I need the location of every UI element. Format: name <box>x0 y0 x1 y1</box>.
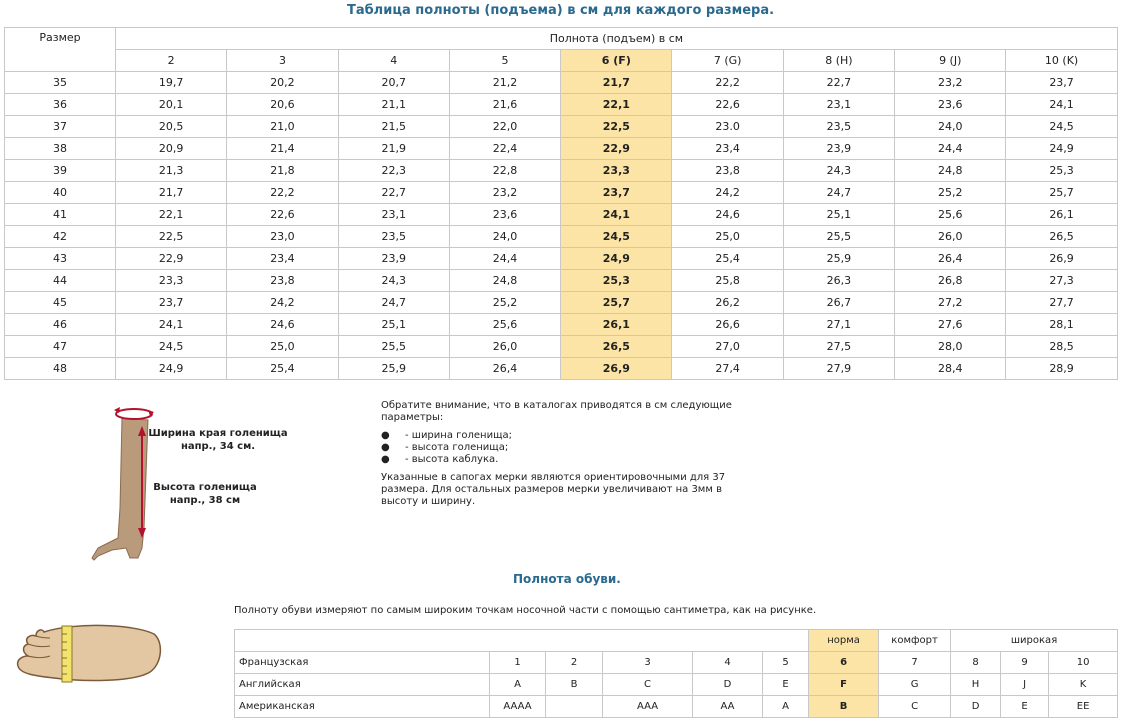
table-cell: 28,9 <box>1006 358 1117 380</box>
shoe-width-table <box>234 629 1118 718</box>
table-row <box>5 226 1118 248</box>
width-columns-header: Полнота (подъем) в см <box>116 28 1118 50</box>
table-cell: 24,0 <box>449 226 560 248</box>
table-row <box>5 358 1118 380</box>
table-cell: 24,5 <box>1006 116 1117 138</box>
table-cell: 21,0 <box>227 116 338 138</box>
table-row <box>5 160 1118 182</box>
table-cell: 22,7 <box>338 182 449 204</box>
table-cell: 23,1 <box>338 204 449 226</box>
table-cell: 25,0 <box>672 226 783 248</box>
table-row <box>5 314 1118 336</box>
table-cell: 23,4 <box>672 138 783 160</box>
row-size-cell: 40 <box>5 182 116 204</box>
table-cell: A <box>490 674 546 696</box>
table-cell: 26,4 <box>895 248 1006 270</box>
table-cell: C <box>603 674 693 696</box>
table-cell: 22,2 <box>672 72 783 94</box>
table-cell: 25,7 <box>1006 182 1117 204</box>
table-cell: 25,5 <box>783 226 894 248</box>
table-cell: 25,4 <box>227 358 338 380</box>
table-cell: 27,6 <box>895 314 1006 336</box>
table-cell: G <box>879 674 951 696</box>
table-cell: 19,7 <box>116 72 227 94</box>
table-cell: 25,2 <box>449 292 560 314</box>
row-size-cell: 45 <box>5 292 116 314</box>
table-cell: 24,0 <box>895 116 1006 138</box>
row-size-cell: 41 <box>5 204 116 226</box>
table-cell: 23,3 <box>561 160 672 182</box>
table-cell: 22,1 <box>561 94 672 116</box>
table-cell: 5 <box>763 652 809 674</box>
table-cell: 23,4 <box>227 248 338 270</box>
row-size-cell: 42 <box>5 226 116 248</box>
table-cell: 24,9 <box>1006 138 1117 160</box>
table-cell: 25,1 <box>783 204 894 226</box>
table-cell: 23,3 <box>116 270 227 292</box>
list-item: ● - высота каблука. <box>381 454 499 465</box>
table-cell: 27,3 <box>1006 270 1117 292</box>
table-cell: 24,3 <box>338 270 449 292</box>
table-cell: 25,2 <box>895 182 1006 204</box>
table-cell: E <box>1001 696 1049 718</box>
table-row <box>5 182 1118 204</box>
table-cell: A <box>763 696 809 718</box>
table-cell: 24,1 <box>116 314 227 336</box>
table-cell: 28,5 <box>1006 336 1117 358</box>
row-size-cell: 47 <box>5 336 116 358</box>
table-row <box>5 72 1118 94</box>
table-cell: AAAA <box>490 696 546 718</box>
table-cell: 20,6 <box>227 94 338 116</box>
table-cell: 24,2 <box>227 292 338 314</box>
table-cell: B <box>809 696 879 718</box>
column-header: 5 <box>449 50 560 72</box>
table-cell: 24,1 <box>561 204 672 226</box>
table-cell: 23,2 <box>895 72 1006 94</box>
table-cell: 26,1 <box>1006 204 1117 226</box>
table-cell: 7 <box>879 652 951 674</box>
column-header: 7 (G) <box>672 50 783 72</box>
table-cell: 25,6 <box>895 204 1006 226</box>
shaft-height-label: Высота голенища напр., 38 см <box>153 482 257 506</box>
page-title: Таблица полноты (подъема) в см для каждого размера. <box>346 3 775 18</box>
table-cell: 24,2 <box>672 182 783 204</box>
table-cell: 28,0 <box>895 336 1006 358</box>
table-cell: 22,3 <box>338 160 449 182</box>
table-cell: 27,9 <box>783 358 894 380</box>
table-cell: 24,7 <box>783 182 894 204</box>
table-cell: 27,5 <box>783 336 894 358</box>
table-cell: 26,1 <box>561 314 672 336</box>
table-cell: 27,2 <box>895 292 1006 314</box>
table-cell: 20,9 <box>116 138 227 160</box>
header-wide: широкая <box>951 630 1118 652</box>
table-cell: 27,0 <box>672 336 783 358</box>
row-size-cell: 44 <box>5 270 116 292</box>
column-header: 10 (K) <box>1006 50 1117 72</box>
table-cell: 20,1 <box>116 94 227 116</box>
table-cell: 20,2 <box>227 72 338 94</box>
section-description: Полноту обуви измеряют по самым широким точкам носочной части с помощью сантиметра, как на рисунке. <box>234 605 817 616</box>
table-cell: 23,1 <box>783 94 894 116</box>
table-cell: C <box>879 696 951 718</box>
row-size-cell: 36 <box>5 94 116 116</box>
table-cell: 26,7 <box>783 292 894 314</box>
table-cell: 24,4 <box>895 138 1006 160</box>
table-cell: 25,1 <box>338 314 449 336</box>
table-cell: 6 <box>809 652 879 674</box>
table-row <box>5 248 1118 270</box>
table-cell: D <box>951 696 1001 718</box>
table-cell: 27,7 <box>1006 292 1117 314</box>
table-cell: 24,8 <box>895 160 1006 182</box>
list-item: ● - высота голенища; <box>381 442 509 453</box>
table-cell: 26,9 <box>1006 248 1117 270</box>
column-header: 4 <box>338 50 449 72</box>
table-cell: 24,9 <box>116 358 227 380</box>
table-cell <box>546 696 603 718</box>
notes-footer: Указанные в сапогах мерки являются ориентировочными для 37 размера. Для остальных размеров мерки увеличивают на 3мм в высоту и ширину. <box>381 472 726 507</box>
table-cell: 26,0 <box>895 226 1006 248</box>
row-size-cell: 48 <box>5 358 116 380</box>
table-cell: 25,9 <box>783 248 894 270</box>
table-row <box>5 94 1118 116</box>
table-cell: 25,9 <box>338 358 449 380</box>
header-comfort: комфорт <box>879 630 951 652</box>
table-cell: 1 <box>490 652 546 674</box>
table-cell: 23,7 <box>561 182 672 204</box>
header-norm: норма <box>809 630 879 652</box>
column-header: 8 (H) <box>783 50 894 72</box>
table-cell: E <box>763 674 809 696</box>
foot-illustration <box>14 620 164 690</box>
table-cell: 22,4 <box>449 138 560 160</box>
width-size-table <box>4 27 1118 380</box>
table-cell: K <box>1049 674 1118 696</box>
table-cell: 24,6 <box>227 314 338 336</box>
column-header: 9 (J) <box>895 50 1006 72</box>
table-cell: 2 <box>546 652 603 674</box>
table-row <box>5 336 1118 358</box>
table-cell: 25,8 <box>672 270 783 292</box>
table-cell: 22,0 <box>449 116 560 138</box>
table-cell: 23,5 <box>338 226 449 248</box>
table-cell: 24,6 <box>672 204 783 226</box>
table-cell: 24,5 <box>116 336 227 358</box>
table-cell: 22,5 <box>561 116 672 138</box>
row-size-cell: 39 <box>5 160 116 182</box>
table-cell: 21,7 <box>116 182 227 204</box>
table-row <box>235 652 1118 674</box>
table-cell: 22,1 <box>116 204 227 226</box>
table-cell: 26,5 <box>561 336 672 358</box>
table-cell: 26,5 <box>1006 226 1117 248</box>
table-cell: 21,3 <box>116 160 227 182</box>
table-row <box>5 270 1118 292</box>
table-cell: 9 <box>1001 652 1049 674</box>
table-cell: 25,4 <box>672 248 783 270</box>
table-cell: 26,0 <box>449 336 560 358</box>
table-cell: 26,9 <box>561 358 672 380</box>
table-cell: D <box>693 674 763 696</box>
table-cell: 23,9 <box>338 248 449 270</box>
row-size-cell: 35 <box>5 72 116 94</box>
column-header: 2 <box>116 50 227 72</box>
table-cell: 22,9 <box>561 138 672 160</box>
table-cell: 25,3 <box>1006 160 1117 182</box>
table-cell: 23,7 <box>1006 72 1117 94</box>
row-label: Английская <box>235 674 490 696</box>
row-size-cell: 38 <box>5 138 116 160</box>
table-cell: 4 <box>693 652 763 674</box>
table-cell: 23,5 <box>783 116 894 138</box>
table-cell: 23,2 <box>449 182 560 204</box>
table-cell: 25,0 <box>227 336 338 358</box>
table-cell: 25,7 <box>561 292 672 314</box>
row-label: Французская <box>235 652 490 674</box>
row-size-cell: 46 <box>5 314 116 336</box>
table-row <box>5 116 1118 138</box>
table-cell: 23.0 <box>672 116 783 138</box>
table-cell: 23,6 <box>895 94 1006 116</box>
table-cell: 21,7 <box>561 72 672 94</box>
notes-list <box>381 430 741 466</box>
table-cell: 22,6 <box>227 204 338 226</box>
table-cell: 21,8 <box>227 160 338 182</box>
table-cell: 21,9 <box>338 138 449 160</box>
shaft-width-label: Ширина края голенища напр., 34 см. <box>148 428 288 452</box>
table-cell: 20,7 <box>338 72 449 94</box>
table-cell: 23,9 <box>783 138 894 160</box>
row-label: Американская <box>235 696 490 718</box>
table-cell: 26,2 <box>672 292 783 314</box>
table-cell: 26,8 <box>895 270 1006 292</box>
table-cell: 23,7 <box>116 292 227 314</box>
table-cell: 3 <box>603 652 693 674</box>
section-subtitle: Полнота обуви. <box>513 572 621 586</box>
header-blank <box>235 630 809 652</box>
column-header: 6 (F) <box>561 50 672 72</box>
table-cell: 21,2 <box>449 72 560 94</box>
table-cell: 24,8 <box>449 270 560 292</box>
table-cell: 8 <box>951 652 1001 674</box>
list-item: ● - ширина голенища; <box>381 430 512 441</box>
table-cell: 28,1 <box>1006 314 1117 336</box>
table-cell: J <box>1001 674 1049 696</box>
table-cell: 24,4 <box>449 248 560 270</box>
table-cell: 24,9 <box>561 248 672 270</box>
table-cell: 21,1 <box>338 94 449 116</box>
table-cell: 22,7 <box>783 72 894 94</box>
table-cell: 22,2 <box>227 182 338 204</box>
table-cell: 23,8 <box>672 160 783 182</box>
size-column-header: Размер <box>5 28 116 72</box>
table-cell: 24,5 <box>561 226 672 248</box>
table-row <box>235 674 1118 696</box>
table-cell: H <box>951 674 1001 696</box>
table-cell: 25,5 <box>338 336 449 358</box>
table-cell: 21,6 <box>449 94 560 116</box>
table-cell: 20,5 <box>116 116 227 138</box>
table-cell: 22,6 <box>672 94 783 116</box>
table-cell: 28,4 <box>895 358 1006 380</box>
catalog-notes <box>381 400 741 508</box>
table-cell: 22,5 <box>116 226 227 248</box>
table-cell: 26,6 <box>672 314 783 336</box>
table-cell: 23,8 <box>227 270 338 292</box>
table-row <box>5 204 1118 226</box>
table-cell: 27,1 <box>783 314 894 336</box>
table-cell: 21,5 <box>338 116 449 138</box>
table-cell: 21,4 <box>227 138 338 160</box>
notes-intro: Обратите внимание, что в каталогах приводятся в см следующие параметры: <box>381 400 732 423</box>
table-cell: 27,4 <box>672 358 783 380</box>
table-cell: 24,3 <box>783 160 894 182</box>
table-cell: EE <box>1049 696 1118 718</box>
table-cell: 23,6 <box>449 204 560 226</box>
table-cell: AAA <box>603 696 693 718</box>
row-size-cell: 37 <box>5 116 116 138</box>
row-size-cell: 43 <box>5 248 116 270</box>
table-row <box>235 696 1118 718</box>
table-cell: 24,1 <box>1006 94 1117 116</box>
table-cell: 22,8 <box>449 160 560 182</box>
table-cell: 22,9 <box>116 248 227 270</box>
table-cell: 26,3 <box>783 270 894 292</box>
column-header: 3 <box>227 50 338 72</box>
table-cell: 25,6 <box>449 314 560 336</box>
table-cell: F <box>809 674 879 696</box>
table-cell: B <box>546 674 603 696</box>
table-cell: 25,3 <box>561 270 672 292</box>
table-cell: 24,7 <box>338 292 449 314</box>
table-row <box>5 292 1118 314</box>
table-cell: 10 <box>1049 652 1118 674</box>
table-row <box>5 138 1118 160</box>
table-cell: 26,4 <box>449 358 560 380</box>
table-cell: AA <box>693 696 763 718</box>
table-cell: 23,0 <box>227 226 338 248</box>
